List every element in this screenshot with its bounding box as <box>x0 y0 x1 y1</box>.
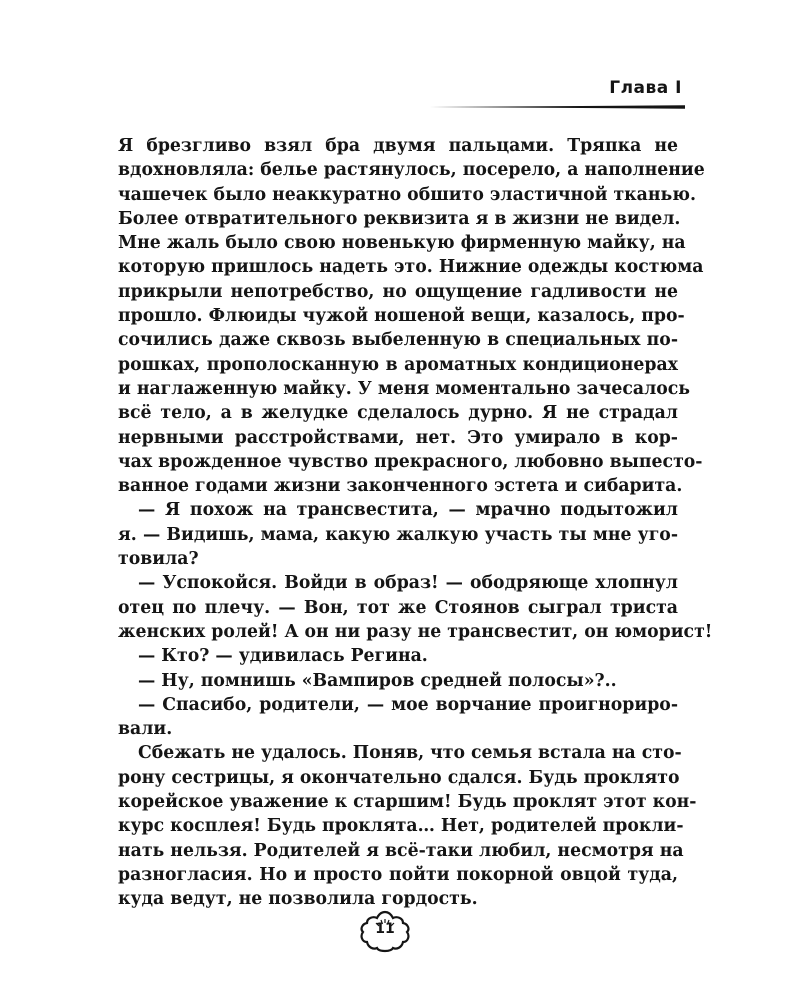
text-line: чах врожденное чувство прекрасного, любовно выпесто- <box>118 451 703 472</box>
text-line: которую пришлось надеть это. Нижние одежды костюма <box>118 257 704 278</box>
text-line: корейское уважение к старшим! Будь проклят этот кон- <box>118 792 697 813</box>
text-line: прикрыли непотребство, но ощущение гадливости не <box>118 281 678 302</box>
text-line: и наглаженную майку. У меня моментально зачесалось <box>118 378 691 399</box>
text-line: вдохновляла: белье растянулось, посерело, а наполнение <box>118 160 705 181</box>
text-line: Мне жаль было свою новенькую фирменную майку, на <box>118 233 686 254</box>
text-line: — Ну, помнишь «Вампиров средней полосы»?.. <box>138 670 617 691</box>
text-line: Более отвратительного реквизита я в жизни не видел. <box>118 208 681 229</box>
text-line: — Спасибо, родители, — мое ворчание проигнориро- <box>138 694 678 715</box>
text-line: куда ведут, не позволила гордость. <box>118 889 478 910</box>
page-body <box>118 134 713 912</box>
text-line: — Успокойся. Войди в образ! — ободряюще хлопнул <box>138 573 678 594</box>
text-line: всё тело, а в желудке сделалось дурно. Я не страдал <box>118 403 678 424</box>
text-line: нервными расстройствами, нет. Это умирало в кор- <box>118 427 678 448</box>
text-line: чашечек было неаккуратно обшито эластичной тканью. <box>118 184 696 205</box>
text-line: товила? <box>118 549 199 570</box>
text-line: рону сестрицы, я окончательно сдался. Будь проклято <box>118 767 680 788</box>
text-line: отец по плечу. — Вон, тот же Стоянов сыграл триста <box>118 597 678 618</box>
text-line: — Я похож на трансвестита, — мрачно подытожил <box>138 500 678 521</box>
text-line: разногласия. Но и просто пойти покорной овцой туда, <box>118 864 678 885</box>
text-line: рошках, прополосканную в ароматных кондиционерах <box>118 354 678 375</box>
text-line: Я брезгливо взял бра двумя пальцами. Тряпка не <box>118 136 678 156</box>
page-number: 11 <box>375 921 395 937</box>
text-line: — Кто? — удивилась Регина. <box>138 646 428 667</box>
text-line: Сбежать не удалось. Поняв, что семья встала на сто- <box>138 743 682 764</box>
header-rule <box>430 105 685 109</box>
text-line: женских ролей! А он ни разу не трансвестит, он юморист! <box>118 621 713 642</box>
text-line: курс косплея! Будь проклята… Нет, родителей прокли- <box>118 816 684 837</box>
text-line: вали. <box>118 719 173 740</box>
text-line: прошло. Флюиды чужой ношеной вещи, казалось, про- <box>118 306 685 327</box>
running-head-chapter: Глава I <box>609 78 682 98</box>
text-line: ванное годами жизни законченного эстета и сибарита. <box>118 476 683 497</box>
text-line: я. — Видишь, мама, какую жалкую участь ты мне уго- <box>118 524 678 545</box>
text-line: сочились даже сквозь выбеленную в специальных по- <box>118 330 678 351</box>
text-line: нать нельзя. Родителей я всё-таки любил, несмотря на <box>118 840 684 861</box>
